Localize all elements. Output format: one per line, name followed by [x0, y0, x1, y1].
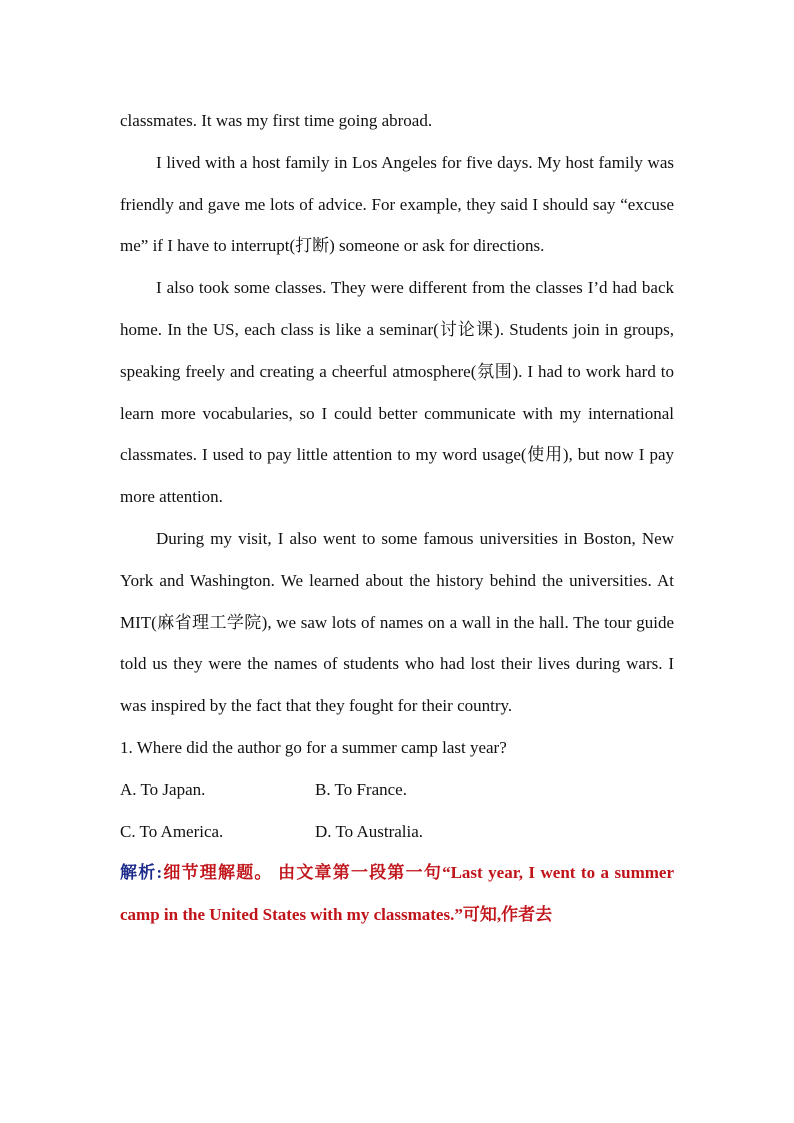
paragraph-3: I also took some classes. They were different from the classes I’d had back home. In the US, each class is like a seminar(讨论课). Students join in groups, speaking freely and creating a cheerful atmosphere(氛围). I had to work hard to learn more vocabularies, so I could better communicate with my international classmates. I used to pay little attention to my word usage(使用), but now I pay more attention. — [120, 278, 674, 507]
analysis-label: 解析: — [120, 863, 163, 883]
option-b: B. To France. — [315, 779, 407, 799]
option-a: A. To Japan. — [120, 779, 206, 799]
analysis-text: 细节理解题。 由文章第一段第一句“Last year, I went to a summer camp in the United States with my classmates.”可知,作者去 — [120, 863, 674, 925]
question-stem: 1. Where did the author go for a summer camp last year? — [120, 737, 507, 757]
question-options — [120, 769, 674, 853]
paragraph-4: During my visit, I also went to some famous universities in Boston, New York and Washington. We learned about the history behind the universities. At MIT(麻省理工学院), we saw lots of names on a wall in the hall. The tour guide told us they were the names of students who had lost their lives during wars. I was inspired by the fact that they fought for their country. — [120, 528, 674, 716]
passage-body — [120, 100, 674, 936]
paragraph-2: I lived with a host family in Los Angeles for five days. My host family was friendly and gave me lots of advice. For example, they said I should say “excuse me” if I have to interrupt(打断) someone or ask for directions. — [120, 152, 674, 256]
analysis-block — [120, 852, 674, 936]
paragraph-1: classmates. It was my first time going abroad. — [120, 111, 433, 130]
option-d: D. To Australia. — [315, 821, 424, 841]
option-c: C. To America. — [120, 821, 224, 841]
